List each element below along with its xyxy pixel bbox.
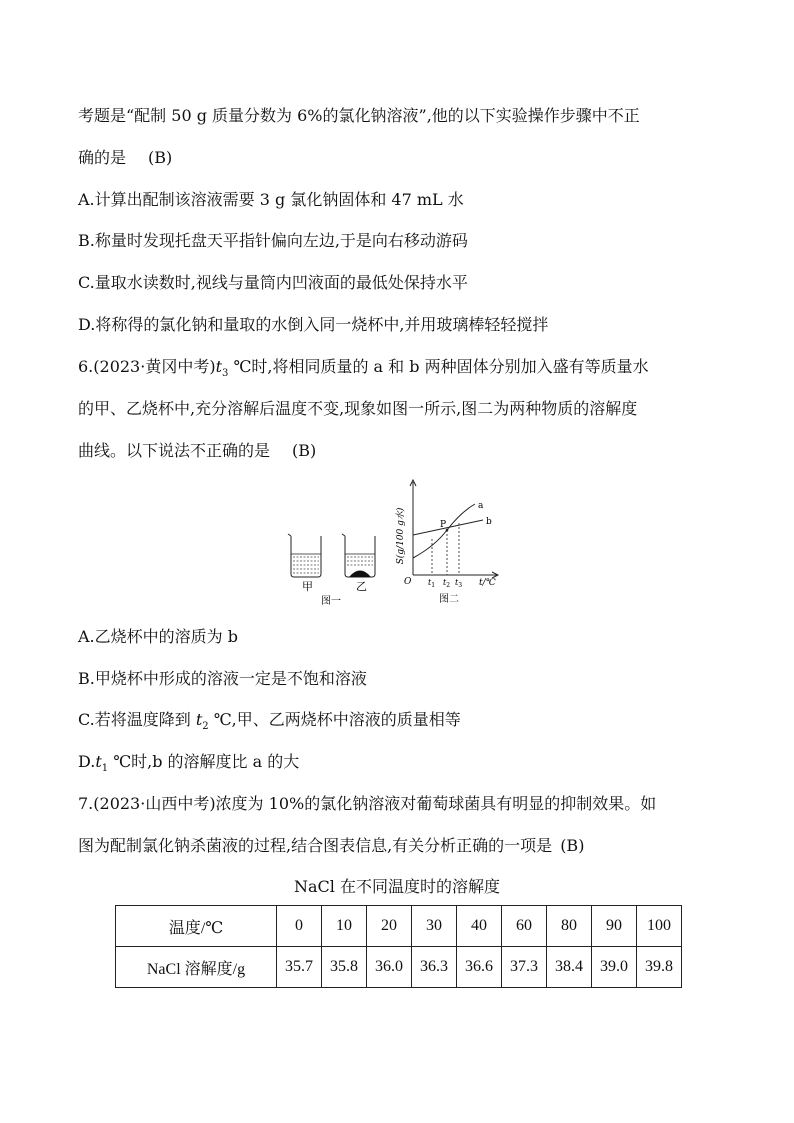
q5-stem-end: 确的是 — [78, 148, 127, 167]
q5-option-a: A.计算出配制该溶液需要 3 g 氯化钠固体和 47 mL 水 — [78, 190, 464, 209]
q6-answer: (B) — [292, 441, 317, 460]
q6-stem-end: 曲线。以下说法不正确的是 — [78, 441, 271, 460]
t1-var: t — [428, 578, 432, 587]
undissolved-solid — [349, 571, 371, 578]
point-p — [446, 529, 449, 532]
q7-line2 — [78, 836, 584, 856]
temp-cell: 60 — [502, 906, 547, 947]
q5-answer: (B) — [148, 148, 173, 167]
solubility-header: NaCl 溶解度/g — [116, 947, 277, 988]
q6-option-d-sub: 1 — [101, 763, 109, 775]
beaker-yi — [342, 534, 375, 577]
q6-line1-rest: ℃时,将相同质量的 a 和 b 两种固体分别加入盛有等质量水 — [228, 357, 649, 376]
solubility-cell: 37.3 — [502, 947, 547, 988]
solubility-cell: 36.6 — [457, 947, 502, 988]
solubility-cell: 35.7 — [277, 947, 322, 988]
solubility-cell: 38.4 — [547, 947, 592, 988]
q6-option-a: A.乙烧杯中的溶质为 b — [78, 627, 238, 646]
q6-option-d-var: t — [95, 752, 102, 771]
t3-sub: 3 — [458, 582, 463, 589]
q5-option-c: C.量取水读数时,视线与量筒内凹液面的最低处保持水平 — [78, 273, 468, 292]
temp-cell: 20 — [367, 906, 412, 947]
q5-option-d: D.将称得的氯化钠和量取的水倒入同一烧杯中,并用玻璃棒轻轻搅拌 — [78, 315, 549, 334]
curve-a-label: a — [478, 501, 484, 511]
q7-answer: (B) — [560, 836, 585, 855]
curve-b-label: b — [486, 517, 492, 527]
table-row-temperature — [116, 906, 682, 947]
q6-line2: 的甲、乙烧杯中,充分溶解后温度不变,现象如图一所示,图二为两种物质的溶解度 — [78, 399, 638, 418]
q6-temp-sub: 3 — [222, 368, 229, 380]
solubility-table — [115, 905, 682, 988]
beaker-jia-label: 甲 — [302, 580, 313, 593]
q6-temp-var: t — [215, 357, 222, 376]
q6-option-d-post: ℃时,b 的溶解度比 a 的大 — [108, 752, 300, 771]
table-title: NaCl 在不同温度时的溶解度 — [294, 877, 500, 896]
temp-cell: 100 — [637, 906, 682, 947]
curve-a — [413, 504, 475, 558]
solubility-cell: 39.0 — [592, 947, 637, 988]
q6-option-c-post: ℃,甲、乙两烧杯中溶液的质量相等 — [208, 710, 461, 729]
q6-source: 6.(2023·黄冈中考) — [78, 357, 216, 376]
q6-option-c-var: t — [195, 710, 203, 729]
temp-cell: 30 — [412, 906, 457, 947]
q6-option-d — [78, 752, 299, 779]
q6-option-c — [78, 710, 461, 737]
t3-var: t — [455, 578, 459, 587]
q6-line1 — [78, 357, 649, 384]
temp-cell: 80 — [547, 906, 592, 947]
t2-sub: 2 — [446, 582, 451, 589]
t1-label — [428, 578, 435, 589]
q6-option-c-pre: C.若将温度降到 — [78, 710, 196, 729]
t2-label — [443, 578, 450, 589]
solubility-cell: 36.0 — [367, 947, 412, 988]
curve-b — [413, 520, 483, 535]
t3-label — [455, 578, 462, 589]
q6-figure — [285, 478, 510, 610]
q6-line3 — [78, 441, 316, 461]
q5-line2 — [78, 148, 172, 168]
beaker-yi-label: 乙 — [356, 580, 367, 593]
point-p-label: P — [440, 520, 447, 530]
q5-line1: 考题是“配制 50 g 质量分数为 6%的氯化钠溶液”,他的以下实验操作步骤中不正 — [78, 106, 640, 125]
q7-stem-end: 图为配制氯化钠杀菌液的过程,结合图表信息,有关分析正确的一项是 — [78, 836, 553, 855]
solubility-cell: 39.8 — [637, 947, 682, 988]
table-row-solubility — [116, 947, 682, 988]
solubility-cell: 36.3 — [412, 947, 457, 988]
t2-var: t — [443, 578, 447, 587]
q6-option-b: B.甲烧杯中形成的溶液一定是不饱和溶液 — [78, 669, 367, 688]
solubility-graph — [410, 480, 498, 578]
origin-label: O — [404, 577, 412, 587]
temp-cell: 0 — [277, 906, 322, 947]
beaker-jia — [288, 534, 321, 577]
temp-cell: 10 — [322, 906, 367, 947]
figure2-caption: 图二 — [439, 594, 459, 605]
x-axis-label: t/℃ — [479, 578, 496, 588]
temp-cell: 40 — [457, 906, 502, 947]
temperature-header: 温度/℃ — [116, 906, 277, 947]
figure1-caption: 图一 — [321, 596, 341, 607]
q6-option-c-sub: 2 — [202, 721, 209, 733]
q6-option-d-pre: D. — [78, 752, 96, 771]
q5-option-b: B.称量时发现托盘天平指针偏向左边,于是向右移动游码 — [78, 231, 468, 250]
solubility-cell: 35.8 — [322, 947, 367, 988]
t1-sub: 1 — [431, 582, 436, 589]
temp-cell: 90 — [592, 906, 637, 947]
q7-line1: 7.(2023·山西中考)浓度为 10%的氯化钠溶液对葡萄球菌具有明显的抑制效果。如 — [78, 794, 657, 813]
y-axis-label: S(g/100 g水) — [396, 507, 406, 565]
